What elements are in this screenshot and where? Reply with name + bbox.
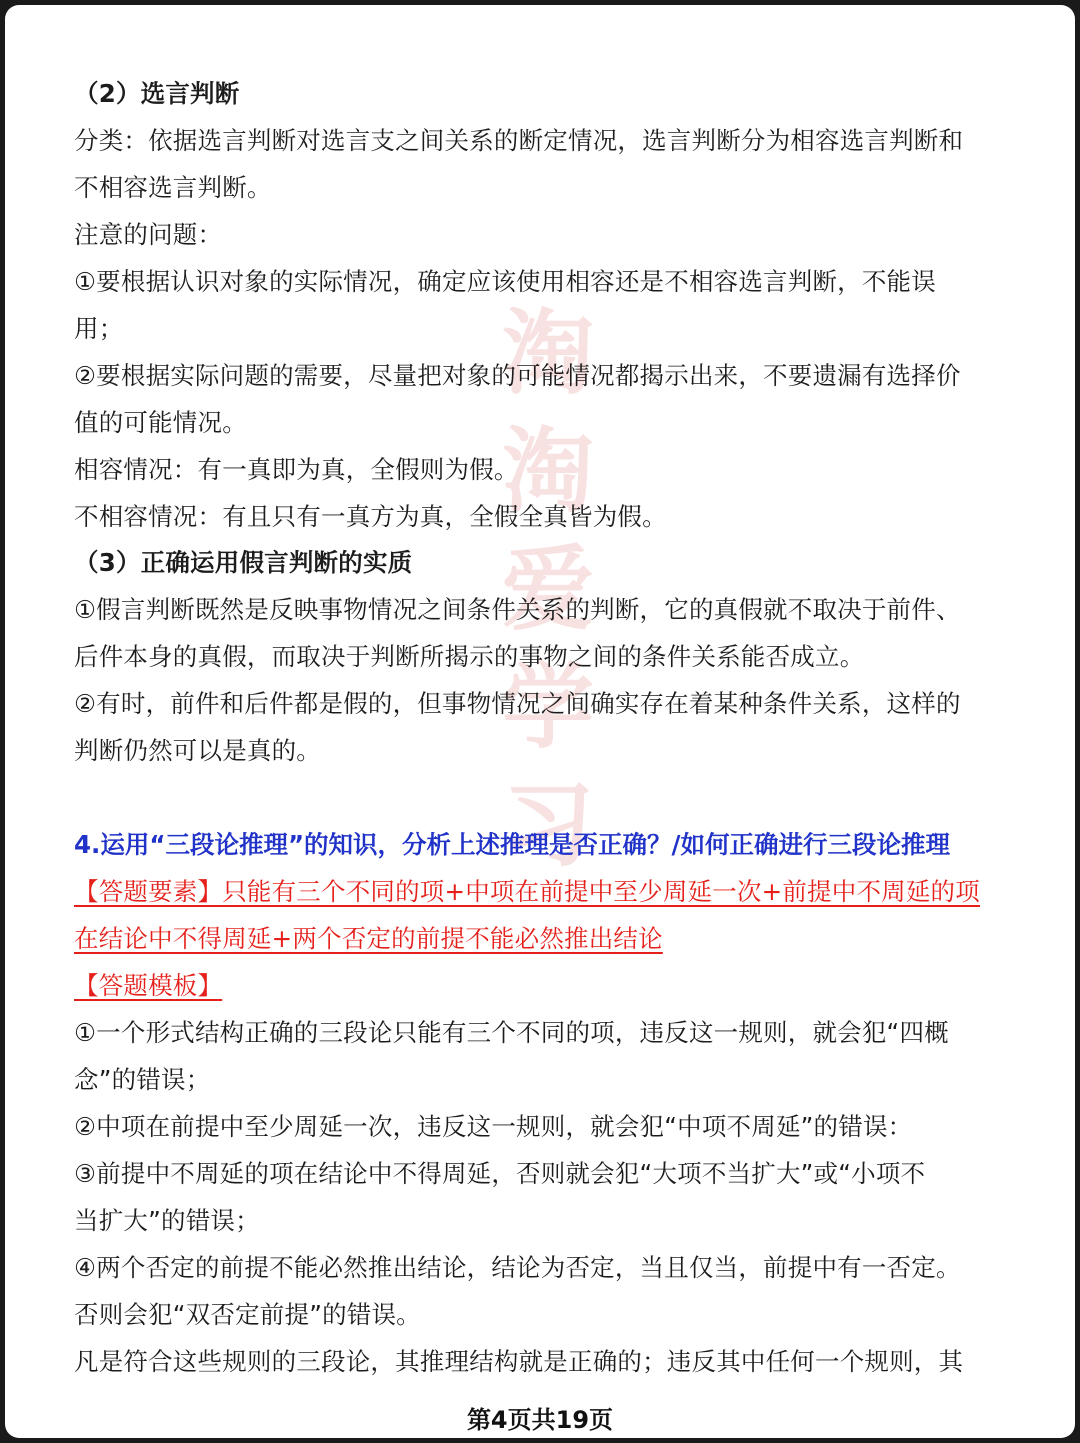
section-heading-hypothetical: （3）正确运用假言判断的实质 — [74, 548, 413, 577]
section-heading-disjunctive: （2）选言判断 — [74, 79, 240, 108]
text-line: 相容情况：有一真即为真，全假则为假。 — [74, 455, 519, 484]
text-line: ②有时，前件和后件都是假的，但事物情况之间确实存在着某种条件关系，这样的 — [74, 689, 961, 718]
watermark: 淘淘爱学习 — [501, 300, 594, 879]
text-line: ②中项在前提中至少周延一次，违反这一规则，就会犯“中项不周延”的错误： — [74, 1112, 913, 1141]
text-line: ②要根据实际问题的需要，尽量把对象的可能情况都揭示出来，不要遗漏有选择价 — [74, 361, 961, 390]
text-line: 值的可能情况。 — [74, 408, 247, 437]
text-line: ③前提中不周延的项在结论中不得周延，否则就会犯“大项不当扩大”或“小项不 — [74, 1159, 926, 1188]
text-line: 注意的问题： — [74, 220, 223, 249]
document-page — [5, 5, 1075, 1438]
text-line: 凡是符合这些规则的三段论，其推理结构就是正确的；违反其中任何一个规则，其 — [74, 1347, 964, 1376]
text-line: 分类：依据选言判断对选言支之间关系的断定情况，选言判断分为相容选言判断和 — [74, 126, 964, 155]
text-line: 否则会犯“双否定前提”的错误。 — [74, 1300, 421, 1329]
text-line: 判断仍然可以是真的。 — [74, 736, 321, 765]
text-line: 不相容选言判断。 — [74, 173, 272, 202]
text-line: 当扩大”的错误； — [74, 1206, 260, 1235]
answer-template-label: 【答题模板】 — [74, 971, 223, 1000]
text-line: ①一个形式结构正确的三段论只能有三个不同的项，违反这一规则，就会犯“四概 — [74, 1018, 949, 1047]
text-line: ④两个否定的前提不能必然推出结论，结论为否定，当且仅当，前提中有一否定。 — [74, 1253, 961, 1282]
page-number: 第4页共19页 — [466, 1406, 614, 1434]
text-line: 后件本身的真假，而取决于判断所揭示的事物之间的条件关系能否成立。 — [74, 642, 865, 671]
text-line: ①要根据认识对象的实际情况，确定应该使用相容还是不相容选言判断，不能误 — [74, 267, 936, 296]
text-line: 用； — [74, 314, 124, 343]
answer-elements-cont: 在结论中不得周延+两个否定的前提不能必然推出结论 — [74, 924, 663, 953]
text-line: 不相容情况：有且只有一真方为真，全假全真皆为假。 — [74, 502, 667, 531]
text-line: 念”的错误； — [74, 1065, 211, 1094]
answer-elements: 【答题要素】只能有三个不同的项+中项在前提中至少周延一次+前提中不周延的项 — [74, 877, 980, 906]
question-heading: 4.运用“三段论推理”的知识，分析上述推理是否正确？/如何正确进行三段论推理 — [74, 830, 951, 859]
text-line: ①假言判断既然是反映事物情况之间条件关系的判断，它的真假就不取决于前件、 — [74, 595, 961, 624]
